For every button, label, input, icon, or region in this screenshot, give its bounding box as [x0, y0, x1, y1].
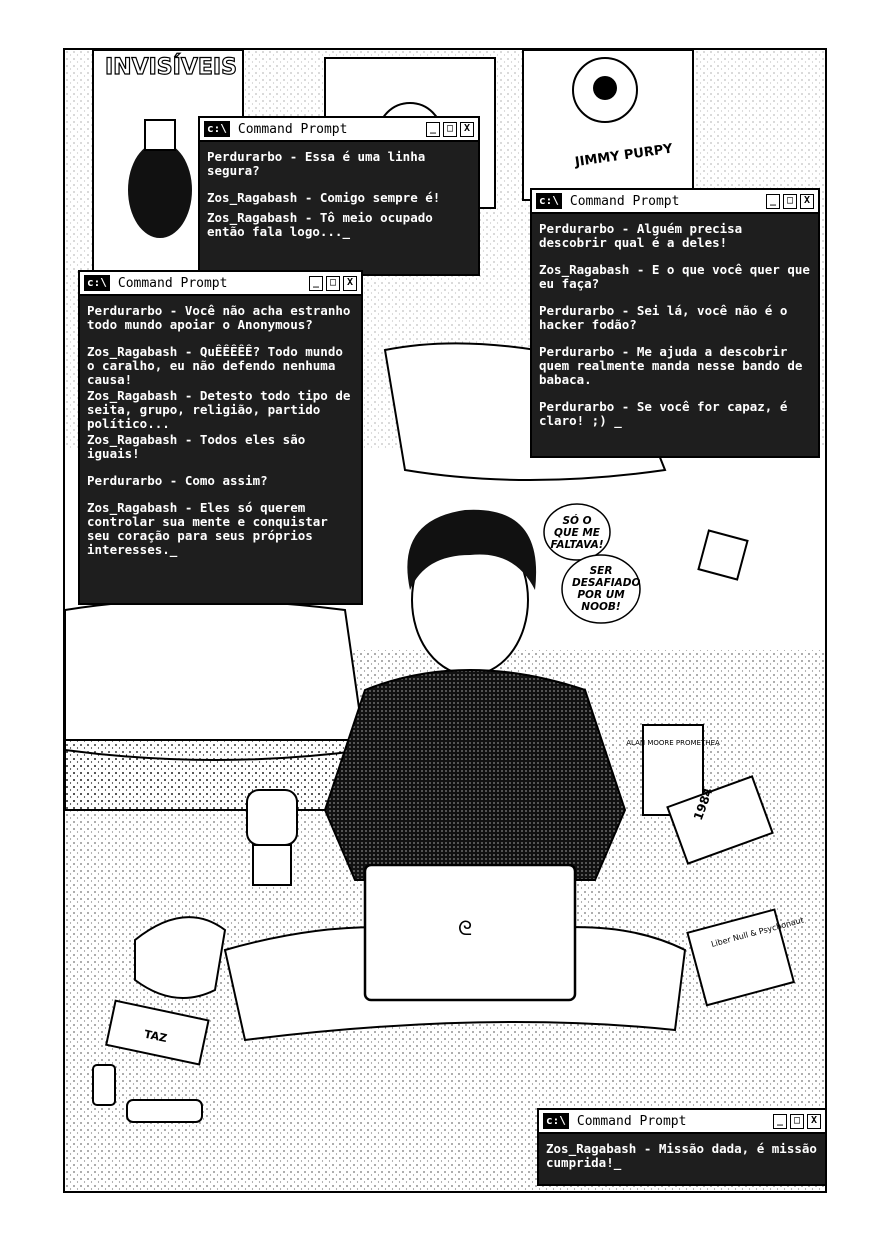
- cmd-icon: c:\: [204, 121, 230, 137]
- window-3-titlebar[interactable]: [80, 272, 361, 296]
- svg-text:JIMMY PURPY: JIMMY PURPY: [574, 141, 674, 171]
- window-2-title: Command Prompt: [569, 193, 680, 209]
- poster-jimmy-purpy: [523, 50, 693, 200]
- window-2-titlebar[interactable]: [532, 190, 818, 214]
- cmd-icon: c:\: [536, 193, 562, 209]
- command-prompt-window-4[interactable]: [537, 1108, 827, 1186]
- command-prompt-window-1[interactable]: [198, 116, 480, 276]
- cmd-icon: c:\: [84, 275, 110, 291]
- command-prompt-window-3[interactable]: [78, 270, 363, 605]
- puzzle-box: [699, 531, 748, 580]
- svg-text:1984: 1984: [690, 785, 716, 823]
- command-prompt-window-2[interactable]: [530, 188, 820, 458]
- chat-line: Perdurarbo - Me ajuda a descobrir quem realmente manda nesse bando de babaca.: [539, 344, 810, 387]
- chat-line: Zos_Ragabash - Missão dada, é missão cumprida!_: [546, 1141, 825, 1170]
- minimize-button[interactable]: _: [309, 276, 323, 291]
- window-3-title: Command Prompt: [117, 275, 228, 291]
- chat-line: Zos_Ragabash - Detesto todo tipo de seita, grupo, religião, partido político...: [87, 388, 358, 431]
- svg-text:INVISÍVEIS: INVISÍVEIS: [105, 55, 237, 80]
- chat-line: Perdurarbo - Alguém precisa descobrir qual é a deles!: [539, 221, 750, 250]
- chat-line: Zos_Ragabash - Comigo sempre é!: [207, 190, 441, 205]
- window-1-output: [200, 142, 478, 258]
- svg-text:Liber Null & Psychonaut: Liber Null & Psychonaut: [710, 915, 805, 949]
- chat-line: Zos_Ragabash - Todos eles são iguais!: [87, 432, 313, 461]
- maximize-button[interactable]: □: [326, 276, 340, 291]
- minimize-button[interactable]: _: [766, 194, 780, 209]
- maximize-button[interactable]: □: [783, 194, 797, 209]
- speech-balloon-2: [560, 552, 642, 630]
- svg-text:TAZ: TAZ: [142, 1027, 169, 1046]
- window-1-titlebar[interactable]: [200, 118, 478, 142]
- cmd-icon: c:\: [543, 1113, 569, 1129]
- window-4-titlebar[interactable]: [539, 1110, 825, 1134]
- pinhead-figurine: [247, 790, 297, 885]
- chat-line: Zos_Ragabash - QuÊÊÊÊÊ? Todo mundo o caralho, eu não defendo nenhuma causa!: [87, 344, 351, 387]
- chat-line: Perdurarbo - Essa é uma linha segura?: [207, 149, 433, 178]
- balloon-2-text: SER DESAFIADO POR UM NOOB!: [572, 565, 641, 613]
- window-4-title: Command Prompt: [576, 1113, 687, 1129]
- svg-text:ALAN MOORE PROMETHEA: ALAN MOORE PROMETHEA: [626, 739, 720, 747]
- chat-line: Zos_Ragabash - E o que você quer que eu faça?: [539, 262, 818, 291]
- close-button[interactable]: X: [807, 1114, 821, 1129]
- window-1-title: Command Prompt: [237, 121, 348, 137]
- window-4-output: [539, 1134, 825, 1176]
- chat-line: Perdurarbo - Sei lá, você não é o hacker fodão?: [539, 303, 795, 332]
- chat-line: Zos_Ragabash - Eles só querem controlar sua mente e conquistar seu coração para seus próprios interesses._: [87, 500, 336, 557]
- chat-line: Zos_Ragabash - Tô meio ocupado então fala logo..._: [207, 210, 441, 239]
- minimize-button[interactable]: _: [426, 122, 440, 137]
- balloon-1-text: SÓ O QUE ME FALTAVA!: [550, 515, 604, 551]
- close-button[interactable]: X: [800, 194, 814, 209]
- svg-text:ᘓ: ᘓ: [457, 916, 473, 940]
- close-button[interactable]: X: [460, 122, 474, 137]
- window-2-output: [532, 214, 818, 447]
- close-button[interactable]: X: [343, 276, 357, 291]
- minimize-button[interactable]: _: [773, 1114, 787, 1129]
- maximize-button[interactable]: □: [443, 122, 457, 137]
- window-3-output: [80, 296, 361, 576]
- chat-line: Perdurarbo - Você não acha estranho todo mundo apoiar o Anonymous?: [87, 303, 358, 332]
- chat-line: Perdurarbo - Como assim?: [87, 473, 268, 488]
- maximize-button[interactable]: □: [790, 1114, 804, 1129]
- chat-line: Perdurarbo - Se você for capaz, é claro! ;) _: [539, 399, 795, 428]
